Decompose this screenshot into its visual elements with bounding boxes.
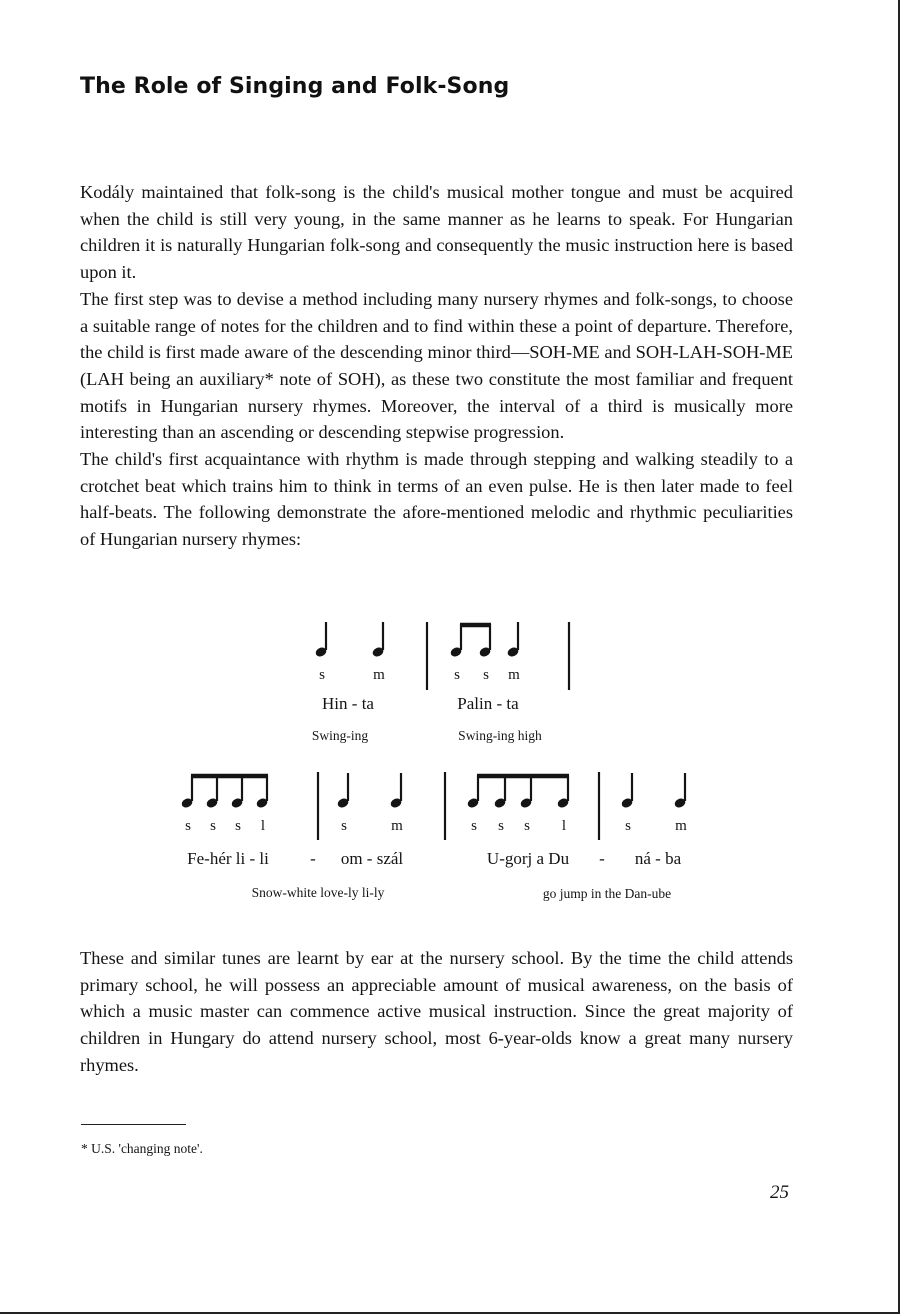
crotchet-note (620, 773, 634, 809)
beamed-quavers (449, 624, 492, 658)
crotchet-note (506, 622, 520, 658)
lyric: Fe-hér li - li (187, 849, 269, 868)
lyric: - (599, 849, 605, 868)
solfa-letter: s (498, 818, 504, 834)
beamed-quavers (180, 775, 269, 809)
solfa-letter: m (508, 667, 520, 683)
solfa-letter: l (260, 818, 266, 834)
lyric: Palin - ta (457, 694, 519, 713)
footnote: * U.S. 'changing note'. (81, 1141, 203, 1156)
crotchet-note (673, 773, 687, 809)
translation: Swing-ing high (458, 728, 542, 743)
paragraph: These and similar tunes are learnt by ear at the nursery school. By the time the child attends primary school, he will possess an appreciable amount of musical awareness, on the basis of which a music master can commence active musical instruction. Since the great majority of children in Hungary do attend nursery school, most 6-year-olds know a great many nursery rhymes. (80, 948, 793, 1075)
translation: Swing-ing (311, 728, 369, 743)
crotchet-note (389, 773, 403, 809)
solfa-letter: s (235, 818, 241, 834)
lyric: U-gorj a Du (486, 849, 570, 868)
solfa-letter: s (454, 667, 460, 683)
solfa-letter: s (341, 818, 347, 834)
body-text-bottom (80, 945, 793, 1079)
solfa-letter: s (625, 818, 631, 834)
solfa-letter: m (391, 818, 403, 834)
solfa-letter: s (524, 818, 530, 834)
crotchet-note (371, 622, 385, 658)
crotchet-note (314, 622, 328, 658)
paragraph: Kodály maintained that folk-song is the child's musical mother tongue and must be acquired when the child is still very young, in the same manner as he learns to speak. For Hungarian children it is naturally Hungarian folk-song and consequently the music instruction here is based upon it. (80, 182, 793, 283)
translation: Snow-white love-ly li-ly (251, 885, 385, 900)
lyric: om - szál (340, 849, 404, 868)
solfa-letter: s (210, 818, 216, 834)
lyric: Hin - ta (322, 694, 374, 713)
solfa-letter: s (319, 667, 325, 683)
beamed-quavers (466, 775, 570, 809)
footnote-divider (81, 1124, 186, 1125)
solfa-letter: s (185, 818, 191, 834)
lyric: ná - ba (634, 849, 682, 868)
page-title: The Role of Singing and Folk-Song (80, 74, 510, 99)
paragraph: The first step was to devise a method including many nursery rhymes and folk-songs, to choose a suitable range of notes for the children and to find within these a point of departure. Therefore, the child is first made aware of the descending minor third—SOH-ME and SOH-LAH-SOH-ME (LAH being an auxiliary* note of SOH), as these two constitute the most familiar and frequent motifs in Hungarian nursery rhymes. Moreover, the interval of a third is musically more interesting than an ascending or descending stepwise progression. (80, 288, 793, 443)
crotchet-note (336, 773, 350, 809)
solfa-letter: m (675, 818, 687, 834)
paragraph: The child's first acquaintance with rhythm is made through stepping and walking steadily to a crotchet beat which trains him to think in terms of an even pulse. He is then later made to feel half-beats. The following demonstrate the afore-mentioned melodic and rhythmic peculiarities of Hungarian nursery rhymes: (80, 449, 793, 550)
solfa-letter: s (471, 818, 477, 834)
page-number: 25 (770, 1182, 789, 1203)
solfa-letter: s (483, 667, 489, 683)
solfa-letter: l (561, 818, 567, 834)
translation: go jump in the Dan-ube (542, 886, 672, 901)
lyric: - (310, 849, 316, 868)
solfa-letter: m (373, 667, 385, 683)
